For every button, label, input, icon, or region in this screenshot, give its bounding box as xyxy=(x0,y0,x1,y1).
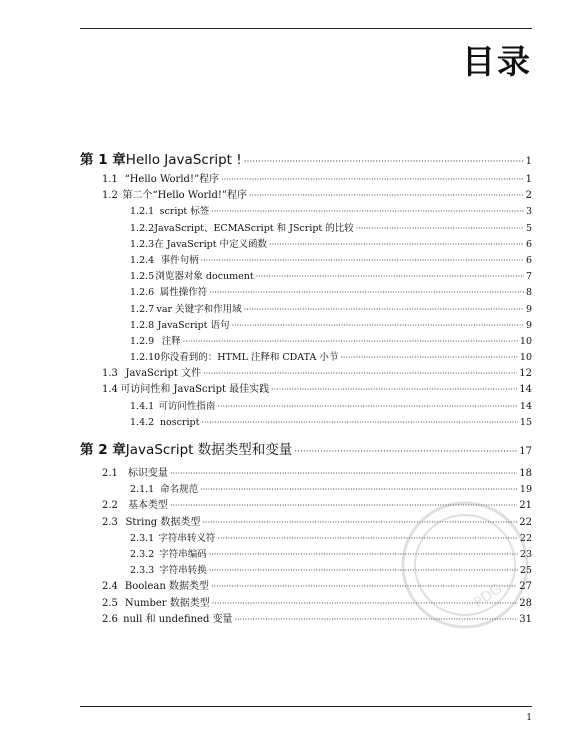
toc-subsection-row xyxy=(80,237,532,253)
toc-entry-number: 2.2 xyxy=(102,500,118,512)
toc-entry-title: Boolean 数据类型 xyxy=(124,581,209,593)
toc-entry-title: Hello JavaScript ! xyxy=(125,152,242,168)
toc-entry-number: 1.2.10 xyxy=(130,352,161,364)
toc-entry-page: 28 xyxy=(519,597,532,609)
toc-subsection-row xyxy=(80,204,532,220)
toc-entry-title: 属性操作符 xyxy=(159,287,208,299)
toc-entry-title: 字符串转义符 xyxy=(158,532,216,544)
toc-entry-number: 第 1 章 xyxy=(80,152,126,168)
dot-leader xyxy=(201,253,524,269)
toc-entry-title: script 标签 xyxy=(159,206,210,218)
toc-entry-page: 19 xyxy=(519,484,532,496)
toc-entry-title: 第二个“Hello World!”程序 xyxy=(122,190,247,202)
toc-entry-title: 命名规范 xyxy=(160,484,199,496)
dot-leader xyxy=(170,466,517,482)
toc-entry-number: 2.5 xyxy=(102,597,118,609)
toc-entry-page: 5 xyxy=(525,222,532,234)
toc-subsection-row xyxy=(80,415,532,431)
toc-entry-page: 22 xyxy=(519,532,532,544)
dot-leader xyxy=(217,399,517,415)
toc-entry-title: 基本类型 xyxy=(127,500,168,512)
dot-leader xyxy=(183,334,518,350)
toc-entry-number: 1.2.4 xyxy=(130,254,155,266)
toc-entry-number: 第 2 章 xyxy=(80,442,126,458)
toc-entry-number: 2.3.1 xyxy=(130,532,155,544)
toc-entry-title: “Hello World!”程序 xyxy=(124,174,220,185)
dot-leader xyxy=(294,440,517,464)
toc-entry-page: 12 xyxy=(519,368,532,380)
toc-entry-number: 2.1.1 xyxy=(130,484,155,496)
toc-subsection-row xyxy=(80,221,532,237)
toc-section-row xyxy=(80,366,532,382)
toc-subsection-row xyxy=(80,350,532,366)
toc-subsection-row xyxy=(80,269,532,285)
toc-entry-title: 可访问性和 JavaScript 最佳实践 xyxy=(120,384,270,396)
toc-entry-number: 1.2.6 xyxy=(130,287,155,299)
toc-entry-page: 2 xyxy=(525,190,532,202)
toc-entry-number: 1.2.3 xyxy=(130,238,155,250)
dot-leader xyxy=(209,285,524,301)
dot-leader xyxy=(256,269,524,285)
dot-leader xyxy=(244,302,524,318)
toc-entry-page: 10 xyxy=(519,335,532,347)
toc-entry-number: 1.2.1 xyxy=(130,206,155,218)
toc-entry-title: 你没看到的：HTML 注释和 CDATA 小节 xyxy=(160,352,339,364)
toc-entry-page: 21 xyxy=(519,500,532,512)
toc-entry-page: 1 xyxy=(525,174,532,185)
toc-entry-page: 3 xyxy=(525,206,532,218)
toc-entry-number: 1.4.2 xyxy=(130,416,155,428)
dot-leader xyxy=(203,366,517,382)
toc-entry-title: 字符串编码 xyxy=(159,548,207,560)
toc-entry-title: String 数据类型 xyxy=(125,516,201,528)
top-rule xyxy=(80,28,532,29)
toc-entry-page: 9 xyxy=(525,303,532,315)
bottom-rule xyxy=(80,706,532,707)
toc-entry-page: 10 xyxy=(519,352,532,364)
toc-section-row xyxy=(80,466,532,482)
toc-entry-title: 标识变量 xyxy=(127,468,168,479)
toc-entry-number: 2.3 xyxy=(102,516,118,528)
toc-entry-title: 可访问性指南 xyxy=(158,400,216,412)
dot-leader xyxy=(232,318,524,334)
toc-entry-title: 浏览器对象 document xyxy=(155,271,254,283)
toc-entry-number: 1.2.9 xyxy=(130,335,155,347)
toc-entry-title: Number 数据类型 xyxy=(124,597,210,609)
toc-entry-title: JavaScript 数据类型和变量 xyxy=(125,442,293,458)
toc-entry-number: 1.2.8 xyxy=(130,319,155,331)
toc-entry-page: 7 xyxy=(525,271,532,283)
page-title: 目录 xyxy=(462,42,532,81)
toc-entry-number: 1.4 xyxy=(102,384,118,396)
toc-entry-page: 9 xyxy=(525,319,532,331)
dot-leader xyxy=(244,150,524,174)
toc-entry-number: 1.2.2 xyxy=(130,222,155,234)
toc-entry-title: JavaScript、ECMAScript 和 JScript 的比较 xyxy=(154,222,354,234)
toc-entry-number: 2.1 xyxy=(102,468,118,479)
toc-entry-page: 23 xyxy=(519,548,532,560)
toc-entry-title: 事件句柄 xyxy=(160,254,199,266)
dot-leader xyxy=(271,382,517,398)
toc-entry-page: 6 xyxy=(525,254,532,266)
toc-entry-number: 1.2 xyxy=(102,190,118,202)
toc-entry-page: 6 xyxy=(525,238,532,250)
dot-leader xyxy=(269,237,524,253)
toc-chapter-row xyxy=(80,148,532,172)
toc-section-row xyxy=(80,382,532,398)
toc-entry-title: JavaScript 语句 xyxy=(157,319,230,331)
toc-entry-number: 1.2.7 xyxy=(130,303,155,315)
dot-leader xyxy=(356,221,524,237)
toc-entry-title: 在 JavaScript 中定义函数 xyxy=(154,238,268,250)
dot-leader xyxy=(221,172,524,188)
watermark-stamp xyxy=(390,490,540,640)
toc-entry-title: var 关键字和作用域 xyxy=(156,303,242,315)
toc-entry-title: 字符串转换 xyxy=(159,565,207,577)
toc-entry-page: 25 xyxy=(519,565,532,577)
toc-entry-number: 2.3.2 xyxy=(130,548,155,560)
dot-leader xyxy=(340,350,518,366)
toc-entry-title: JavaScript 文件 xyxy=(125,368,202,380)
dot-leader xyxy=(249,188,524,204)
toc-subsection-row xyxy=(80,334,532,350)
toc-entry-page: 15 xyxy=(519,416,532,428)
toc-entry-page: 14 xyxy=(519,400,532,412)
toc-section-row xyxy=(80,172,532,188)
toc-entry-title: 注释 xyxy=(161,335,181,347)
toc-subsection-row xyxy=(80,302,532,318)
toc-section-row xyxy=(80,188,532,204)
footer-page-number: 1 xyxy=(526,713,532,723)
toc-entry-page: 18 xyxy=(519,468,532,479)
dot-leader xyxy=(211,204,524,220)
toc-entry-number: 2.4 xyxy=(102,581,118,593)
toc-subsection-row xyxy=(80,253,532,269)
watermark-text: PDG xyxy=(471,580,505,612)
toc-subsection-row xyxy=(80,399,532,415)
toc-entry-number: 2.3.3 xyxy=(130,565,155,577)
toc-entry-page: 27 xyxy=(519,581,532,593)
toc-entry-number: 1.2.5 xyxy=(130,271,155,283)
dot-leader xyxy=(201,415,517,431)
toc-entry-page: 22 xyxy=(519,516,532,528)
toc-entry-page: 8 xyxy=(525,287,532,299)
toc-entry-number: 1.1 xyxy=(102,174,118,185)
toc-entry-page: 14 xyxy=(519,384,532,396)
toc-chapter-row xyxy=(80,438,532,462)
toc-entry-number: 1.4.1 xyxy=(130,400,155,412)
toc-entry-page: 17 xyxy=(519,446,532,457)
toc-entry-number: 1.3 xyxy=(102,368,118,380)
toc-entry-title: noscript xyxy=(159,416,200,428)
toc-entry-page: 31 xyxy=(519,613,532,625)
toc-subsection-row xyxy=(80,285,532,301)
toc-entry-page: 1 xyxy=(525,156,532,167)
toc-entry-number: 2.6 xyxy=(102,613,118,625)
toc-entry-title: null 和 undefined 变量 xyxy=(123,613,233,625)
toc-subsection-row xyxy=(80,318,532,334)
